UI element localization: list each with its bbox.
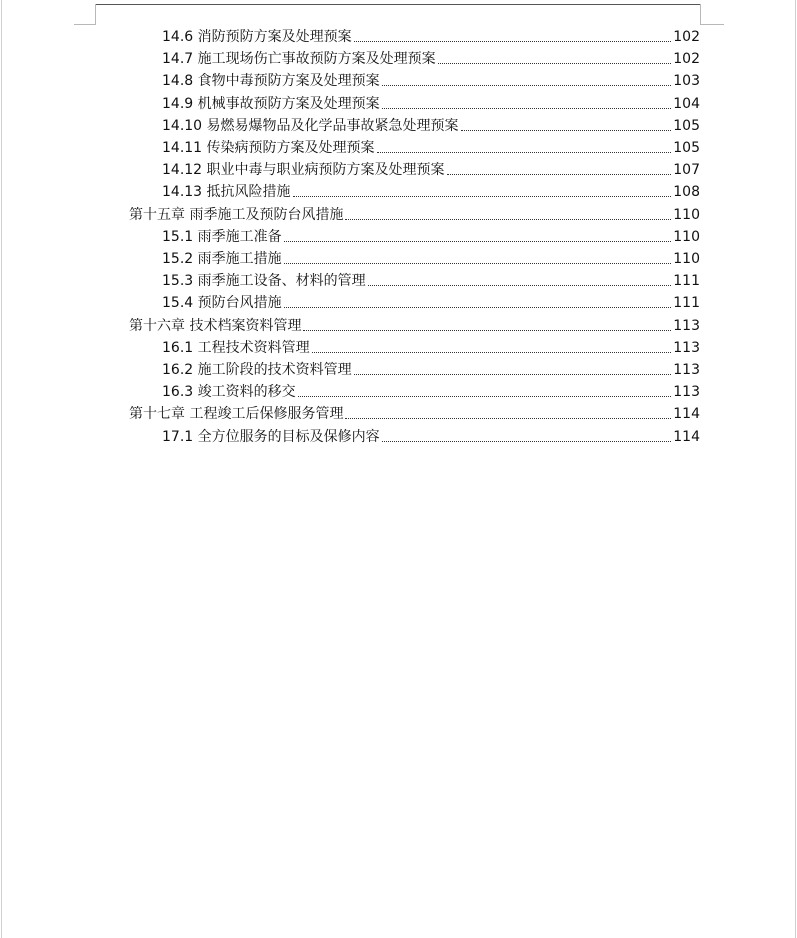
toc-dot-leader [284, 262, 672, 264]
toc-entry-page-number: 104 [673, 95, 700, 112]
toc-dot-leader [461, 129, 672, 131]
toc-entry-label: 16.3 竣工资料的移交 [162, 384, 296, 401]
toc-entry-label: 15.2 雨季施工措施 [162, 251, 282, 267]
toc-entry-page-number: 110 [673, 206, 700, 223]
toc-entry-label: 14.7 施工现场伤亡事故预防方案及处理预案 [162, 51, 436, 68]
toc-entry-page-number: 110 [673, 228, 700, 245]
toc-entry-page-number: 103 [673, 73, 700, 90]
toc-entry[interactable] [162, 114, 700, 136]
toc-entry[interactable] [162, 380, 700, 402]
toc-entry-page-number: 108 [673, 184, 700, 201]
toc-entry-page-number: 105 [673, 117, 700, 134]
toc-dot-leader [447, 173, 672, 175]
toc-dot-leader [354, 373, 672, 375]
toc-entry-page-number: 114 [673, 428, 700, 445]
page-border-right [795, 0, 796, 938]
toc-entry-page-number: 105 [673, 140, 700, 156]
toc-entry-label: 第十五章 雨季施工及预防台风措施 [129, 206, 344, 223]
header-rule [96, 4, 700, 5]
toc-entry-label: 14.6 消防预防方案及处理预案 [162, 29, 352, 45]
toc-entry-page-number: 102 [673, 51, 700, 68]
toc-entry-label: 第十七章 工程竣工后保修服务管理 [129, 406, 344, 423]
toc-dot-leader [345, 218, 671, 220]
toc-entry[interactable] [162, 180, 700, 202]
toc-entry-page-number: 113 [673, 317, 700, 334]
toc-dot-leader [382, 107, 672, 109]
toc-entry-label: 14.11 传染病预防方案及处理预案 [162, 140, 375, 156]
toc-entry-page-number: 113 [673, 339, 700, 356]
toc-entry[interactable] [162, 336, 700, 358]
crop-mark-left-vertical [95, 4, 96, 25]
toc-entry-page-number: 113 [673, 362, 700, 378]
page-border-left [1, 0, 2, 938]
toc-entry[interactable] [162, 425, 700, 447]
toc-dot-leader [312, 351, 672, 353]
toc-dot-leader [303, 329, 671, 331]
toc-entry-label: 14.9 机械事故预防方案及处理预案 [162, 95, 380, 112]
toc-dot-leader [382, 84, 672, 86]
toc-entry-page-number: 114 [673, 406, 700, 423]
toc-entry-page-number: 113 [673, 384, 700, 401]
crop-mark-right-horizontal [700, 24, 724, 25]
toc-entry-label: 14.10 易燃易爆物品及化学品事故紧急处理预案 [162, 117, 459, 134]
toc-entry-label: 14.13 抵抗风险措施 [162, 184, 291, 201]
toc-entry[interactable] [162, 92, 700, 114]
toc-entry[interactable] [162, 47, 700, 69]
toc-entry-label: 14.12 职业中毒与职业病预防方案及处理预案 [162, 162, 445, 179]
toc-entry-page-number: 110 [673, 251, 700, 267]
crop-mark-left-horizontal [74, 24, 96, 25]
toc-entry-label: 15.3 雨季施工设备、材料的管理 [162, 273, 366, 290]
toc-entry-page-number: 107 [673, 162, 700, 179]
crop-mark-right-vertical [700, 4, 701, 25]
toc-entry-label: 15.1 雨季施工准备 [162, 228, 282, 245]
toc-entry[interactable] [129, 402, 700, 424]
toc-entry[interactable] [129, 314, 700, 336]
toc-entry-label: 15.4 预防台风措施 [162, 295, 282, 312]
toc-entry[interactable] [162, 158, 700, 180]
toc-entry[interactable] [162, 358, 700, 380]
toc-entry-page-number: 111 [673, 273, 700, 290]
toc-dot-leader [368, 284, 672, 286]
toc-dot-leader [377, 151, 672, 153]
toc-entry-label: 16.2 施工阶段的技术资料管理 [162, 362, 352, 378]
toc-entry[interactable] [129, 203, 700, 225]
toc-entry[interactable] [162, 69, 700, 91]
toc-dot-leader [382, 440, 672, 442]
toc-entry-page-number: 111 [673, 295, 700, 312]
toc-entry[interactable] [162, 136, 700, 158]
toc-entry-label: 第十六章 技术档案资料管理 [129, 317, 302, 334]
toc-entry-label: 16.1 工程技术资料管理 [162, 339, 310, 356]
toc-entry-label: 17.1 全方位服务的目标及保修内容 [162, 428, 380, 445]
toc-entry[interactable] [162, 291, 700, 313]
toc-dot-leader [298, 395, 672, 397]
toc-entry-label: 14.8 食物中毒预防方案及处理预案 [162, 73, 380, 90]
toc-dot-leader [293, 195, 672, 197]
toc-entry[interactable] [162, 247, 700, 269]
toc-dot-leader [345, 417, 671, 419]
toc-dot-leader [354, 40, 672, 42]
toc-entry[interactable] [162, 269, 700, 291]
toc-dot-leader [284, 240, 672, 242]
toc-dot-leader [284, 306, 672, 308]
toc-dot-leader [438, 62, 672, 64]
toc-entry[interactable] [162, 25, 700, 47]
toc-entry[interactable] [162, 225, 700, 247]
toc-entry-page-number: 102 [673, 29, 700, 45]
